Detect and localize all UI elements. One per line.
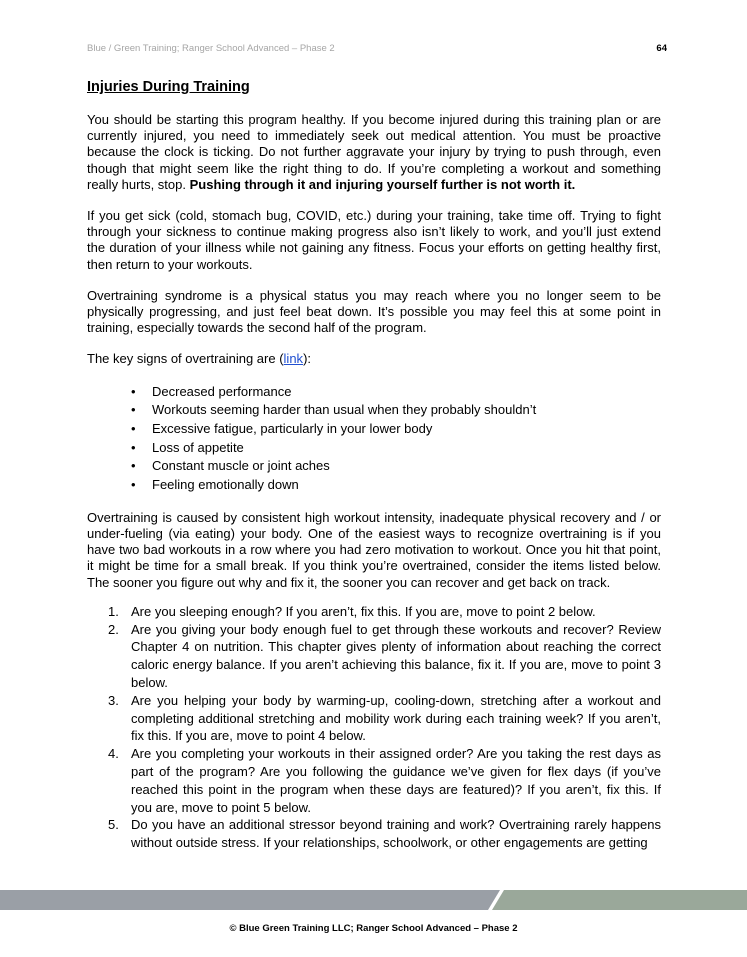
paragraph-sickness: If you get sick (cold, stomach bug, COVID, etc.) during your training, take time off. Trying to fight through your sickness to continue making progress also isn’t likely to work, and you’ll just extend the duration of your illness while not gaining any fitness. Focus your efforts on getting healthy first, then return to your workouts. — [87, 208, 661, 272]
list-item — [131, 383, 661, 402]
key-signs-intro-text: The key signs of overtraining are ( — [87, 351, 284, 367]
item-number: 2. — [108, 621, 119, 637]
section-title: Injuries During Training — [87, 79, 250, 95]
item-number: 3. — [108, 692, 119, 708]
list-item — [131, 457, 661, 476]
checklist-item — [108, 816, 661, 852]
checklist-item — [108, 745, 661, 816]
bullet-icon: • — [131, 383, 136, 399]
footer-bar — [0, 890, 747, 910]
item-text: Are you giving your body enough fuel to get through these workouts and recover? Review Chapter 4 on nutrition. This chapter gives plenty of information about reaching the correct caloric energy balance. If you aren’t achieving this balance, fix it. If you are, move to point 3 below. — [131, 621, 661, 691]
checklist-item — [108, 621, 661, 692]
item-text: Do you have an additional stressor beyond training and work? Overtraining rarely happens without outside stress. If your relationships, schoolwork, or other engagements are getting — [131, 817, 661, 851]
list-item-text: Decreased performance — [152, 383, 292, 399]
item-text: Are you sleeping enough? If you aren’t, fix this. If you are, move to point 2 below. — [131, 603, 596, 619]
checklist-item — [108, 603, 661, 621]
paragraph-injuries-text: You should be starting this program healthy. If you become injured during this training plan or are currently injured, you need to immediately seek out medical attention. You must be proactive because the clock is ticking. Do not further aggravate your injury by trying to push through, even though that might seem like the right thing to do. If you’re completing a workout and something really hurts, stop. — [87, 112, 661, 192]
list-item-text: Feeling emotionally down — [152, 477, 299, 493]
list-item — [131, 439, 661, 458]
list-item-text: Excessive fatigue, particularly in your lower body — [152, 421, 433, 437]
running-header: Blue / Green Training; Ranger School Advanced – Phase 2 — [87, 43, 335, 54]
key-signs-link[interactable]: link — [283, 351, 304, 367]
item-number: 5. — [108, 817, 119, 833]
overtraining-signs-list — [87, 383, 661, 495]
item-number: 4. — [108, 746, 119, 762]
list-item-text: Constant muscle or joint aches — [152, 458, 330, 474]
paragraph-injuries — [87, 112, 661, 193]
page-content — [87, 78, 661, 852]
list-item — [131, 420, 661, 439]
bullet-icon: • — [131, 458, 136, 474]
item-number: 1. — [108, 603, 119, 619]
bullet-icon: • — [131, 477, 136, 493]
paragraph-overtraining-causes: Overtraining is caused by consistent high workout intensity, inadequate physical recovery and / or under-fueling (via eating) your body. One of the easiest ways to recognize overtraining is if you have two bad workouts in a row where you had zero motivation to workout. Once you hit that point, it might be time for a small break. If you think you’re overtrained, consider the items listed below. The sooner you figure out why and fix it, the sooner you can recover and get back on track. — [87, 509, 661, 590]
recovery-checklist — [87, 603, 661, 852]
footer-bar-green — [492, 890, 747, 910]
key-signs-intro — [87, 351, 661, 367]
bullet-icon: • — [131, 439, 136, 455]
item-text: Are you helping your body by warming-up, cooling-down, stretching after a workout and completing additional stretching and mobility work during each training week? If you aren’t, fix this. If you are, move to point 4 below. — [131, 692, 661, 744]
key-signs-intro-end: ): — [303, 351, 312, 367]
footer-copyright: © Blue Green Training LLC; Ranger School Advanced – Phase 2 — [229, 923, 518, 934]
checklist-item — [108, 692, 661, 745]
item-text: Are you completing your workouts in their assigned order? Are you taking the rest days as part of the program? Are you following the guidance we’ve given for flex days (if you’ve reached this point in the program when these days are featured)? If you aren’t, fix this. If you are, move to point 5 below. — [131, 746, 661, 815]
bullet-icon: • — [131, 402, 136, 418]
footer-bar-gray — [0, 890, 500, 910]
list-item-text: Workouts seeming harder than usual when they probably shouldn’t — [152, 402, 537, 418]
list-item — [131, 401, 661, 420]
paragraph-injuries-emphasis: Pushing through it and injuring yourself further is not worth it. — [189, 176, 576, 192]
page-number: 64 — [656, 43, 667, 54]
paragraph-overtraining-syndrome: Overtraining syndrome is a physical status you may reach where you no longer seem to be physically progressing, and just feel beat down. It’s possible you may feel this at some point in training, especially towards the second half of the program. — [87, 287, 661, 336]
bullet-icon: • — [131, 421, 136, 437]
list-item — [131, 476, 661, 495]
list-item-text: Loss of appetite — [152, 439, 244, 455]
